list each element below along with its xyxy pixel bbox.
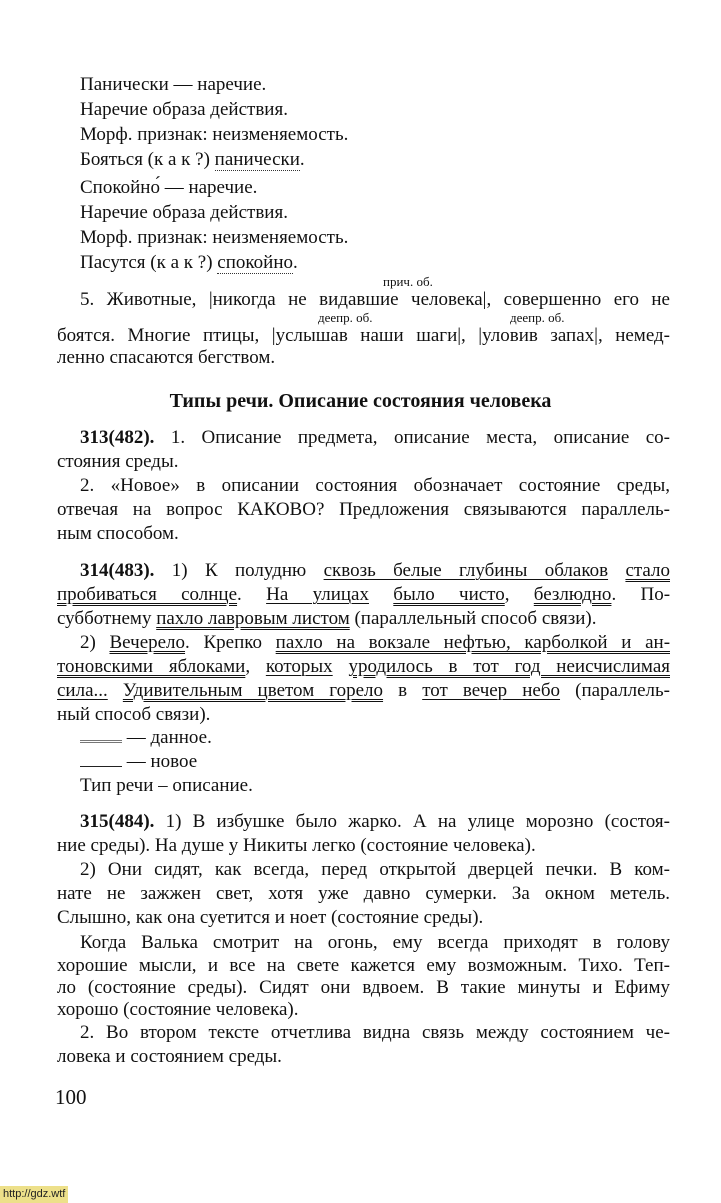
underlined-text: уродилось в тот год неисчислимая	[348, 656, 670, 677]
underline-legend-sample	[80, 730, 122, 743]
exercise-number: 314(483).	[80, 560, 155, 581]
underlined-text: никогда не видавшие человека	[212, 290, 483, 310]
text-line	[57, 252, 670, 274]
text-segment: стояния среды.	[57, 451, 179, 472]
text-segment	[369, 584, 393, 605]
text-segment: в	[383, 680, 423, 701]
annotation-adverbial-phrase: деепр. об.	[318, 310, 373, 325]
text-line	[57, 475, 670, 497]
text-segment: Когда Валька смотрит на огонь, ему всегда приходят в голову	[80, 932, 670, 953]
text-segment: Бояться (к а к ?)	[80, 149, 215, 170]
text-segment: 2. «Новое» в описании состояния обозначает состояние среды,	[80, 475, 670, 496]
text-line	[57, 560, 670, 582]
text-segment: 1) В избушке было жарко. А на улице морозно (состоя-	[154, 811, 670, 832]
text-line	[57, 932, 670, 954]
text-line	[57, 290, 670, 310]
underlined-text: пахло на вокзале нефтью, карболкой и ан-	[275, 632, 670, 653]
text-segment: 1. Описание предмета, описание места, описание со-	[154, 427, 670, 448]
text-segment: отвечая на вопрос КАКОВО? Предложения связываются параллель-	[57, 499, 670, 520]
text-line	[57, 680, 670, 702]
text-line	[57, 202, 670, 224]
underlined-text: пахло лавровым листом	[156, 608, 350, 629]
underlined-text: услышав наши шаги	[275, 326, 458, 346]
underline-legend-sample	[80, 756, 122, 767]
underlined-text: сила...	[57, 680, 108, 701]
underlined-text: спокойно	[217, 252, 293, 273]
text-line	[57, 608, 670, 630]
text-line	[57, 1046, 670, 1068]
text-segment: — данное.	[122, 727, 212, 748]
text-segment: 5. Животные, |	[80, 290, 213, 310]
text-line	[57, 124, 670, 146]
text-segment: Панически — наречие.	[80, 74, 267, 95]
text-line	[57, 451, 670, 473]
section-heading: Типы речи. Описание состояния человека	[169, 390, 552, 412]
text-segment: Наречие образа действия.	[80, 99, 288, 120]
text-line	[57, 227, 670, 249]
text-segment: ние среды). На душе у Никиты легко (состояние человека).	[57, 835, 536, 856]
text-segment: ловека и состоянием среды.	[57, 1046, 282, 1067]
text-segment: Слышно, как она суетится и ноет (состояние среды).	[57, 907, 484, 928]
text-segment: 2. Во втором тексте отчетлива видна связь между состоянием че-	[80, 1022, 670, 1043]
text-segment: (параллельный способ связи).	[349, 608, 597, 629]
text-segment: |, немед-	[594, 326, 670, 346]
text-line	[57, 427, 670, 449]
underlined-text: стало	[625, 560, 670, 581]
text-line	[57, 907, 670, 929]
text-segment: 2) Они сидят, как всегда, перед открытой дверцей печки. В ком-	[80, 859, 670, 880]
text-line	[57, 751, 670, 773]
underlined-text: Вечерело	[109, 632, 186, 653]
underlined-text: тоновскими яблоками	[57, 656, 246, 677]
text-segment: хорошие мысли, и все на свете кажется ему возможным. Тихо. Теп-	[57, 955, 670, 976]
text-segment: нате не зажжен свет, хотя уже давно сумерки. За окном метель.	[57, 883, 670, 904]
text-segment: Тип речи – описание.	[80, 775, 253, 796]
text-segment: 2)	[80, 632, 110, 653]
text-line	[57, 99, 670, 121]
text-segment	[608, 560, 625, 581]
text-line	[57, 775, 670, 797]
text-line	[57, 859, 670, 881]
text-segment: субботнему	[57, 608, 157, 629]
text-segment: ,	[504, 584, 534, 605]
underlined-text: сквозь белые глубины облаков	[323, 560, 609, 581]
text-segment: |, |	[457, 326, 483, 346]
text-line	[57, 811, 670, 833]
text-segment: Спокойно́ — наречие.	[80, 177, 258, 198]
text-segment: Морф. признак: неизменяемость.	[80, 124, 349, 145]
underlined-text: было чисто	[393, 584, 505, 605]
text-line	[57, 149, 670, 171]
text-segment: .	[299, 149, 305, 170]
text-segment: хорошо (состояние человека).	[57, 999, 299, 1020]
text-line	[57, 704, 670, 726]
underlined-text: безлюдно	[533, 584, 612, 605]
text-segment: ,	[245, 656, 266, 677]
text-segment: ный способ связи).	[57, 704, 211, 725]
annotation-participle-phrase: прич. об.	[383, 274, 433, 289]
text-line	[57, 835, 670, 857]
text-segment: Наречие образа действия.	[80, 202, 288, 223]
underlined-text: панически	[214, 149, 300, 170]
underlined-text: уловив запах	[482, 326, 595, 346]
text-line	[57, 347, 670, 369]
text-line	[57, 632, 670, 654]
text-line	[57, 656, 670, 678]
text-line	[57, 74, 670, 96]
text-segment: боятся. Многие птицы, |	[57, 326, 276, 346]
text-segment: 1) К полудню	[154, 560, 324, 581]
text-segment: ленно спасаются бегством.	[57, 347, 276, 368]
text-segment: .	[292, 252, 298, 273]
text-line	[57, 883, 670, 905]
text-line	[57, 499, 670, 521]
page-number: 100	[55, 1085, 87, 1109]
text-segment: . Крепко	[185, 632, 276, 653]
text-segment	[333, 656, 349, 677]
text-line	[57, 727, 670, 749]
text-segment: . По-	[611, 584, 670, 605]
underlined-text: На улицах	[266, 584, 369, 605]
text-line	[57, 977, 670, 999]
text-segment: Пасутся (к а к ?)	[80, 252, 218, 273]
text-line	[57, 523, 670, 545]
watermark-link[interactable]: http://gdz.wtf	[0, 1186, 68, 1203]
text-line	[57, 999, 670, 1021]
text-line	[57, 177, 670, 199]
text-segment: (параллель-	[560, 680, 670, 701]
text-line	[57, 955, 670, 977]
text-segment: .	[237, 584, 267, 605]
text-line	[57, 1022, 670, 1044]
exercise-number: 313(482).	[80, 427, 155, 448]
text-segment: ло (состояние среды). Сидят они вдвоем. В такие минуты и Ефиму	[57, 977, 670, 998]
text-segment: — новое	[122, 751, 198, 772]
text-line	[57, 584, 670, 606]
text-segment: ным способом.	[57, 523, 179, 544]
underlined-text: пробиваться солнце	[57, 584, 238, 605]
text-segment	[108, 680, 123, 701]
text-line	[57, 326, 670, 346]
annotation-adverbial-phrase: деепр. об.	[510, 310, 565, 325]
text-segment: Морф. признак: неизменяемость.	[80, 227, 349, 248]
underlined-text: которых	[265, 656, 333, 677]
exercise-number: 315(484).	[80, 811, 155, 832]
underlined-text: тот вечер небо	[422, 680, 561, 701]
text-segment: |, совершенно его не	[482, 290, 670, 310]
underlined-text: Удивительным цветом горело	[122, 680, 384, 701]
